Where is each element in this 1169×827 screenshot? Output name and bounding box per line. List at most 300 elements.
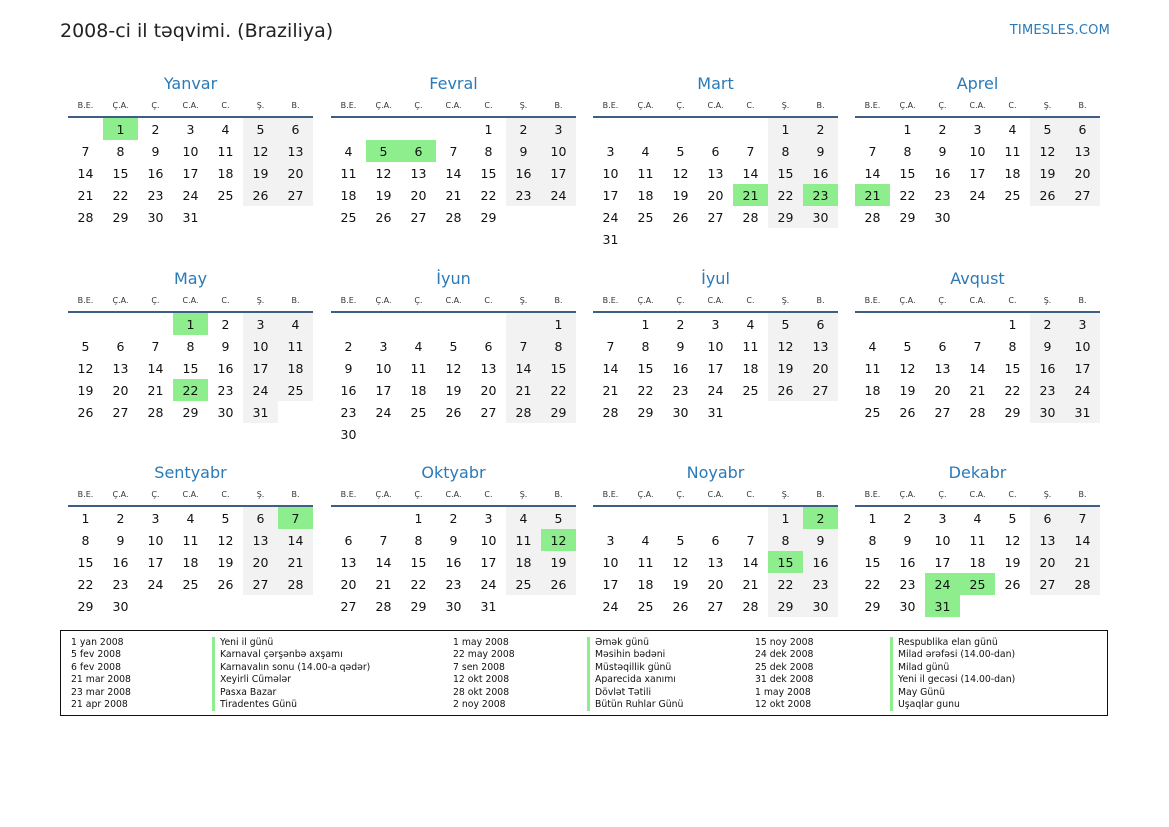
day-cell: 15 xyxy=(768,551,803,573)
day-cell: 12 xyxy=(77,360,94,376)
day-cell: 4 xyxy=(1008,121,1017,137)
day-cell: 17 xyxy=(602,576,619,592)
day-cell: 14 xyxy=(742,165,759,181)
weekday-label: Ç.A. xyxy=(375,490,392,499)
day-cell: 12 xyxy=(672,554,689,570)
weekday-label: B.E. xyxy=(77,296,94,305)
day-cell: 14 xyxy=(147,360,164,376)
day-cell: 6 xyxy=(1065,118,1100,140)
weekday-label: B.E. xyxy=(340,101,357,110)
day-cell: 26 xyxy=(77,404,94,420)
day-cell: 29 xyxy=(637,404,654,420)
weekday-label: Ç. xyxy=(151,296,160,305)
day-cell: 17 xyxy=(480,554,497,570)
day-grid xyxy=(593,313,838,423)
day-cell: 7 xyxy=(1065,507,1100,529)
day-cell: 1 xyxy=(414,510,423,526)
day-cell: 5 xyxy=(221,510,230,526)
day-cell: 18 xyxy=(506,551,541,573)
weekday-label: Ç.A. xyxy=(899,296,916,305)
day-cell: 17 xyxy=(147,554,164,570)
day-cell: 24 xyxy=(182,187,199,203)
weekday-label: C. xyxy=(1008,101,1017,110)
day-cell: 29 xyxy=(182,404,199,420)
day-cell: 5 xyxy=(903,338,912,354)
day-cell: 19 xyxy=(217,554,234,570)
weekday-header xyxy=(68,291,313,313)
month-i̇yun xyxy=(331,268,576,445)
day-cell: 2 xyxy=(116,510,125,526)
day-cell: 4 xyxy=(641,532,650,548)
day-cell: 8 xyxy=(186,338,195,354)
day-cell: 16 xyxy=(445,554,462,570)
day-cell: 9 xyxy=(221,338,230,354)
day-cell: 12 xyxy=(1004,532,1021,548)
day-cell: 8 xyxy=(484,143,493,159)
day-cell: 22 xyxy=(768,184,803,206)
month-yanvar xyxy=(68,73,313,228)
day-cell: 25 xyxy=(1004,187,1021,203)
empty-day-cell xyxy=(436,118,471,140)
day-cell: 22 xyxy=(410,576,427,592)
day-cell: 10 xyxy=(375,360,392,376)
day-cell: 7 xyxy=(746,143,755,159)
site-link[interactable]: TIMESLES.COM xyxy=(1009,23,1110,38)
empty-day-cell xyxy=(103,313,138,335)
day-cell: 2 xyxy=(344,338,353,354)
day-cell: 31 xyxy=(182,209,199,225)
day-cell: 17 xyxy=(934,554,951,570)
empty-day-cell xyxy=(593,313,628,335)
holiday-name: Respublika elan günü xyxy=(890,637,1015,649)
day-cell: 17 xyxy=(182,165,199,181)
month-name: Oktyabr xyxy=(421,463,486,482)
day-cell: 18 xyxy=(217,165,234,181)
day-cell: 18 xyxy=(864,382,881,398)
day-cell: 24 xyxy=(375,404,392,420)
day-cell: 15 xyxy=(112,165,129,181)
day-cell: 11 xyxy=(637,554,654,570)
day-cell: 19 xyxy=(541,551,576,573)
day-cell: 8 xyxy=(868,532,877,548)
weekday-label: Ş. xyxy=(256,101,265,110)
day-cell: 3 xyxy=(606,143,615,159)
day-grid xyxy=(331,313,576,445)
month-name: Sentyabr xyxy=(154,463,227,482)
holiday-name: Uşaqlar gunu xyxy=(890,699,1015,711)
day-cell: 28 xyxy=(77,209,94,225)
weekday-label: Ç.A. xyxy=(899,101,916,110)
day-cell: 18 xyxy=(182,554,199,570)
weekday-label: C. xyxy=(484,490,493,499)
weekday-header xyxy=(68,485,313,507)
weekday-header xyxy=(331,291,576,313)
day-cell: 22 xyxy=(173,379,208,401)
holiday-name: Bütün Ruhlar Günü xyxy=(587,699,683,711)
month-name: Fevral xyxy=(429,74,478,93)
day-cell: 9 xyxy=(938,143,947,159)
day-cell: 29 xyxy=(77,598,94,614)
day-cell: 26 xyxy=(243,184,278,206)
day-cell: 13 xyxy=(112,360,129,376)
day-cell: 13 xyxy=(278,140,313,162)
day-cell: 17 xyxy=(375,382,392,398)
day-cell: 19 xyxy=(243,162,278,184)
weekday-label: Ç. xyxy=(938,296,947,305)
weekday-label: C.A. xyxy=(445,296,462,305)
day-cell: 27 xyxy=(707,598,724,614)
empty-day-cell xyxy=(331,313,366,335)
holiday-date: 7 sen 2008 xyxy=(453,661,505,673)
day-cell: 8 xyxy=(768,529,803,551)
day-cell: 7 xyxy=(746,532,755,548)
weekday-label: B.E. xyxy=(77,490,94,499)
day-grid xyxy=(855,118,1100,228)
weekday-header xyxy=(593,96,838,118)
day-cell: 5 xyxy=(1008,510,1017,526)
day-grid xyxy=(855,507,1100,617)
day-cell: 29 xyxy=(768,595,803,617)
day-grid xyxy=(68,507,313,617)
day-cell: 28 xyxy=(742,209,759,225)
day-cell: 27 xyxy=(480,404,497,420)
holiday-name: Tiradentes Günü xyxy=(212,699,370,711)
weekday-label: C. xyxy=(484,296,493,305)
day-cell: 7 xyxy=(868,143,877,159)
weekday-label: C. xyxy=(746,101,755,110)
day-cell: 20 xyxy=(278,162,313,184)
holiday-date: 21 apr 2008 xyxy=(71,698,128,710)
day-cell: 12 xyxy=(899,360,916,376)
day-cell: 6 xyxy=(278,118,313,140)
day-cell: 21 xyxy=(147,382,164,398)
weekday-label: Ç.A. xyxy=(899,490,916,499)
holiday-date: 1 may 2008 xyxy=(755,686,811,698)
weekday-label: Ş. xyxy=(256,490,265,499)
day-cell: 5 xyxy=(449,338,458,354)
day-cell: 10 xyxy=(147,532,164,548)
empty-day-cell xyxy=(855,118,890,140)
day-cell: 19 xyxy=(899,382,916,398)
day-cell: 21 xyxy=(506,379,541,401)
empty-day-cell xyxy=(925,313,960,335)
day-cell: 16 xyxy=(506,162,541,184)
day-cell: 17 xyxy=(1065,357,1100,379)
day-cell: 24 xyxy=(1065,379,1100,401)
holiday-date: 28 okt 2008 xyxy=(453,686,510,698)
day-cell: 20 xyxy=(243,551,278,573)
day-cell: 16 xyxy=(803,551,838,573)
day-cell: 7 xyxy=(506,335,541,357)
weekday-label: Ç. xyxy=(938,101,947,110)
day-cell: 30 xyxy=(803,206,838,228)
weekday-label: Ç. xyxy=(676,490,685,499)
day-cell: 1 xyxy=(768,507,803,529)
day-cell: 15 xyxy=(77,554,94,570)
empty-day-cell xyxy=(890,313,925,335)
day-cell: 8 xyxy=(1008,338,1017,354)
day-cell: 14 xyxy=(742,554,759,570)
day-cell: 4 xyxy=(278,313,313,335)
day-cell: 13 xyxy=(707,165,724,181)
weekday-label: Ç. xyxy=(151,490,160,499)
day-cell: 11 xyxy=(217,143,234,159)
day-cell: 26 xyxy=(445,404,462,420)
day-cell: 25 xyxy=(637,209,654,225)
day-cell: 30 xyxy=(672,404,689,420)
day-cell: 19 xyxy=(672,576,689,592)
day-cell: 4 xyxy=(414,338,423,354)
day-cell: 6 xyxy=(243,507,278,529)
holiday-date-column xyxy=(755,637,813,711)
day-cell: 4 xyxy=(186,510,195,526)
day-cell: 9 xyxy=(151,143,160,159)
day-cell: 10 xyxy=(480,532,497,548)
weekday-label: Ş. xyxy=(1043,101,1052,110)
day-cell: 16 xyxy=(147,165,164,181)
month-name: Aprel xyxy=(956,74,999,93)
day-cell: 29 xyxy=(541,401,576,423)
day-cell: 28 xyxy=(864,209,881,225)
day-cell: 3 xyxy=(541,118,576,140)
weekday-label: B.E. xyxy=(864,296,881,305)
day-cell: 25 xyxy=(410,404,427,420)
day-cell: 5 xyxy=(676,143,685,159)
day-cell: 23 xyxy=(340,404,357,420)
day-cell: 28 xyxy=(969,404,986,420)
month-name: Noyabr xyxy=(686,463,745,482)
day-cell: 17 xyxy=(707,360,724,376)
weekday-label: B. xyxy=(554,296,563,305)
day-cell: 29 xyxy=(899,209,916,225)
day-cell: 11 xyxy=(864,360,881,376)
day-cell: 15 xyxy=(480,165,497,181)
day-cell: 24 xyxy=(707,382,724,398)
day-cell: 10 xyxy=(243,335,278,357)
day-cell: 8 xyxy=(641,338,650,354)
day-cell: 24 xyxy=(243,379,278,401)
day-cell: 23 xyxy=(803,573,838,595)
holiday-name: Milad ərəfəsi (14.00-dan) xyxy=(890,649,1015,661)
holiday-date: 22 may 2008 xyxy=(453,649,515,661)
day-cell: 16 xyxy=(112,554,129,570)
day-cell: 12 xyxy=(1030,140,1065,162)
weekday-label: B.E. xyxy=(340,490,357,499)
weekday-label: B.E. xyxy=(864,490,881,499)
day-cell: 16 xyxy=(1030,357,1065,379)
day-grid xyxy=(593,118,838,250)
day-cell: 11 xyxy=(278,335,313,357)
day-cell: 23 xyxy=(934,187,951,203)
holiday-name-column xyxy=(890,637,1015,711)
day-cell: 14 xyxy=(77,165,94,181)
weekday-label: C. xyxy=(484,101,493,110)
empty-day-cell xyxy=(855,313,890,335)
day-cell: 21 xyxy=(445,187,462,203)
day-cell: 11 xyxy=(1004,143,1021,159)
day-cell: 2 xyxy=(903,510,912,526)
weekday-label: B. xyxy=(816,490,825,499)
day-cell: 9 xyxy=(676,338,685,354)
weekday-label: C.A. xyxy=(969,490,986,499)
weekday-label: B.E. xyxy=(864,101,881,110)
empty-day-cell xyxy=(960,313,995,335)
weekday-label: Ç.A. xyxy=(375,101,392,110)
weekday-label: Ç.A. xyxy=(637,490,654,499)
day-cell: 6 xyxy=(938,338,947,354)
holiday-name: Pasxa Bazar xyxy=(212,687,370,699)
day-cell: 18 xyxy=(742,360,759,376)
weekday-header xyxy=(68,96,313,118)
weekday-label: C.A. xyxy=(707,101,724,110)
weekday-label: C.A. xyxy=(707,490,724,499)
day-cell: 29 xyxy=(480,209,497,225)
day-cell: 16 xyxy=(934,165,951,181)
day-grid xyxy=(68,313,313,423)
day-cell: 1 xyxy=(541,313,576,335)
day-cell: 26 xyxy=(217,576,234,592)
day-cell: 18 xyxy=(637,187,654,203)
day-cell: 10 xyxy=(602,165,619,181)
weekday-label: B. xyxy=(291,101,300,110)
day-cell: 1 xyxy=(103,118,138,140)
day-cell: 9 xyxy=(449,532,458,548)
day-cell: 1 xyxy=(81,510,90,526)
day-cell: 3 xyxy=(606,532,615,548)
day-cell: 21 xyxy=(602,382,619,398)
day-cell: 25 xyxy=(182,576,199,592)
empty-day-cell xyxy=(663,118,698,140)
day-cell: 25 xyxy=(864,404,881,420)
month-name: Yanvar xyxy=(163,74,218,93)
day-cell: 12 xyxy=(541,529,576,551)
day-cell: 30 xyxy=(147,209,164,225)
day-cell: 12 xyxy=(243,140,278,162)
day-cell: 26 xyxy=(1004,576,1021,592)
day-cell: 25 xyxy=(960,573,995,595)
holiday-name: Milad günü xyxy=(890,662,1015,674)
month-name: Dekabr xyxy=(948,463,1007,482)
holiday-name-column xyxy=(212,637,370,711)
holiday-name-column xyxy=(587,637,683,711)
empty-day-cell xyxy=(593,507,628,529)
empty-day-cell xyxy=(366,507,401,529)
day-cell: 3 xyxy=(186,121,195,137)
weekday-label: B. xyxy=(1078,490,1087,499)
day-cell: 15 xyxy=(864,554,881,570)
day-cell: 26 xyxy=(672,598,689,614)
weekday-label: C.A. xyxy=(182,101,199,110)
day-cell: 9 xyxy=(803,529,838,551)
day-cell: 13 xyxy=(803,335,838,357)
day-cell: 2 xyxy=(803,118,838,140)
day-cell: 23 xyxy=(506,184,541,206)
weekday-label: Ç.A. xyxy=(112,101,129,110)
day-cell: 7 xyxy=(973,338,982,354)
day-cell: 21 xyxy=(855,184,890,206)
day-cell: 11 xyxy=(637,165,654,181)
weekday-label: C.A. xyxy=(445,490,462,499)
day-cell: 17 xyxy=(602,187,619,203)
day-cell: 19 xyxy=(1004,554,1021,570)
holiday-name: Karnavalın sonu (14.00-a qədər) xyxy=(212,662,370,674)
day-cell: 27 xyxy=(243,573,278,595)
day-cell: 18 xyxy=(410,382,427,398)
day-cell: 15 xyxy=(410,554,427,570)
day-cell: 3 xyxy=(938,510,947,526)
weekday-label: B.E. xyxy=(340,296,357,305)
day-cell: 7 xyxy=(151,338,160,354)
day-cell: 27 xyxy=(803,379,838,401)
day-cell: 23 xyxy=(147,187,164,203)
weekday-label: Ş. xyxy=(519,296,528,305)
empty-day-cell xyxy=(331,507,366,529)
day-cell: 22 xyxy=(899,187,916,203)
day-cell: 4 xyxy=(868,338,877,354)
day-cell: 13 xyxy=(480,360,497,376)
weekday-label: Ş. xyxy=(519,101,528,110)
day-cell: 24 xyxy=(147,576,164,592)
day-cell: 20 xyxy=(410,187,427,203)
day-cell: 30 xyxy=(445,598,462,614)
day-cell: 28 xyxy=(506,401,541,423)
holiday-name: Xeyirli Cümələr xyxy=(212,674,370,686)
day-cell: 15 xyxy=(637,360,654,376)
day-cell: 14 xyxy=(445,165,462,181)
day-cell: 13 xyxy=(243,529,278,551)
day-cell: 15 xyxy=(899,165,916,181)
day-cell: 3 xyxy=(711,316,720,332)
day-cell: 23 xyxy=(112,576,129,592)
day-grid xyxy=(331,118,576,228)
day-cell: 6 xyxy=(711,532,720,548)
day-cell: 5 xyxy=(541,507,576,529)
day-cell: 4 xyxy=(221,121,230,137)
month-name: İyun xyxy=(436,269,471,288)
holiday-date: 12 okt 2008 xyxy=(755,698,812,710)
holiday-date: 15 noy 2008 xyxy=(755,637,814,648)
day-cell: 5 xyxy=(676,532,685,548)
day-cell: 16 xyxy=(672,360,689,376)
weekday-label: Ş. xyxy=(781,490,790,499)
day-cell: 12 xyxy=(768,335,803,357)
weekday-label: Ç. xyxy=(414,101,423,110)
holiday-name: Yeni il gecəsi (14.00-dan) xyxy=(890,674,1015,686)
day-cell: 3 xyxy=(151,510,160,526)
day-cell: 20 xyxy=(1030,551,1065,573)
day-cell: 18 xyxy=(637,576,654,592)
day-cell: 13 xyxy=(340,554,357,570)
day-cell: 20 xyxy=(1065,162,1100,184)
empty-day-cell xyxy=(506,313,541,335)
day-cell: 29 xyxy=(1004,404,1021,420)
day-cell: 5 xyxy=(81,338,90,354)
weekday-label: Ç.A. xyxy=(637,296,654,305)
day-cell: 28 xyxy=(1065,573,1100,595)
day-cell: 10 xyxy=(541,140,576,162)
weekday-label: Ş. xyxy=(519,490,528,499)
day-cell: 4 xyxy=(746,316,755,332)
day-cell: 12 xyxy=(672,165,689,181)
weekday-label: Ç. xyxy=(676,101,685,110)
month-noyabr xyxy=(593,462,838,617)
empty-day-cell xyxy=(401,313,436,335)
month-name: Avqust xyxy=(950,269,1005,288)
day-cell: 23 xyxy=(803,184,838,206)
month-name: Mart xyxy=(697,74,734,93)
day-cell: 31 xyxy=(1065,401,1100,423)
day-cell: 13 xyxy=(410,165,427,181)
